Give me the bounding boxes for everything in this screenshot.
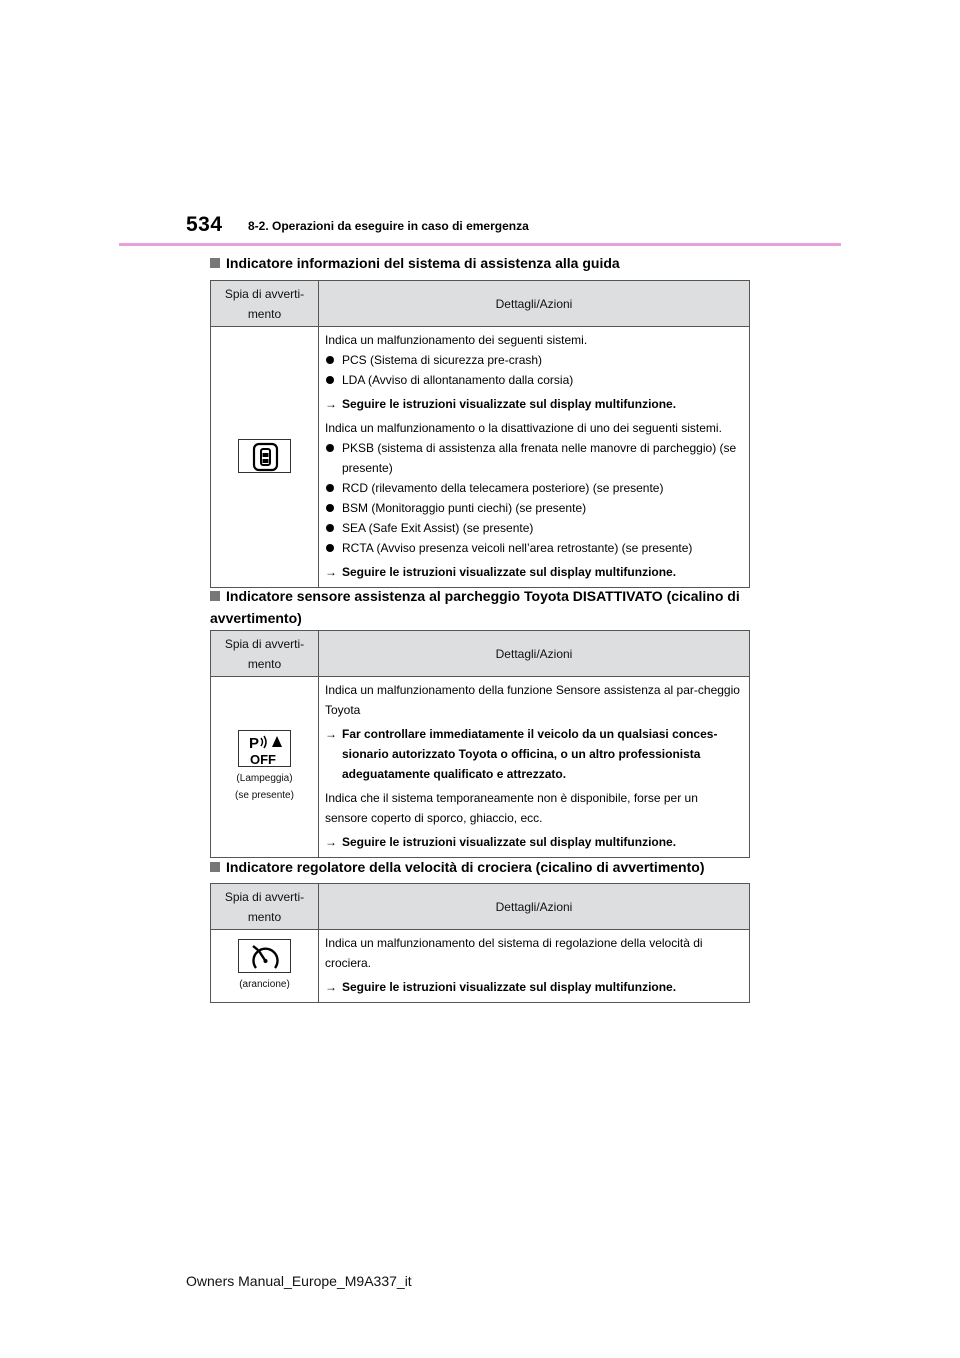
list-item: RCD (rilevamento della telecamera posteriore) (se presente): [325, 478, 743, 498]
details-paragraph: Indica un malfunzionamento del sistema di regolazione della velocità di crociera.: [325, 936, 703, 970]
warning-table-parking-sensor: [210, 630, 750, 858]
arrow-icon: →: [325, 727, 337, 741]
square-bullet-icon: [210, 258, 220, 268]
details-paragraph: Indica che il sistema temporaneamente non è disponibile, forse per un sensore coperto di sporco, ghiaccio, ecc.: [325, 791, 698, 825]
list-item: LDA (Avviso di allontanamento dalla corsia): [325, 370, 743, 390]
lamp-note: (arancione): [239, 979, 290, 990]
section-heading-parking-sensor: Indicatore sensore assistenza al parcheggio Toyota DISATTIVATO (cicalino di avvertimento): [210, 588, 740, 626]
column-header-lamp: Spia di avverti- mento: [211, 631, 319, 677]
lamp-note: (Lampeggia): [236, 773, 293, 784]
action-instruction: → Far controllare immediatamente il veicolo da un qualsiasi conces-sionario autorizzato Toyota o officina, o un altro professionista adeguatamente qualificato e attrezzato.: [325, 724, 743, 784]
action-instruction: → Seguire le istruzioni visualizzate sul display multifunzione.: [325, 832, 743, 852]
list-item: BSM (Monitoraggio punti ciechi) (se presente): [325, 498, 743, 518]
driving-assist-info-icon: [238, 439, 291, 473]
arrow-icon: →: [325, 835, 337, 849]
list-item: PKSB (sistema di assistenza alla frenata nelle manovre di parcheggio) (se presente): [325, 438, 743, 478]
warning-table-driving-assist: [210, 280, 750, 588]
list-item: RCTA (Avviso presenza veicoli nell’area retrostante) (se presente): [325, 538, 743, 558]
parking-sensor-off-icon: [238, 730, 291, 767]
footer-document-id: Owners Manual_Europe_M9A337_it: [186, 1273, 412, 1289]
column-header-lamp: Spia di avverti- mento: [211, 884, 319, 930]
list-item: SEA (Safe Exit Assist) (se presente): [325, 518, 743, 538]
square-bullet-icon: [210, 591, 220, 601]
details-paragraph: Indica un malfunzionamento della funzione Sensore assistenza al par-cheggio Toyota: [325, 683, 740, 717]
warning-table-cruise-control: [210, 883, 750, 1003]
cruise-control-icon: [238, 939, 291, 973]
arrow-icon: →: [325, 565, 337, 579]
details-paragraph: Indica un malfunzionamento dei seguenti sistemi.: [325, 333, 588, 347]
square-bullet-icon: [210, 862, 220, 872]
section-heading-driving-assist: Indicatore informazioni del sistema di assistenza alla guida: [210, 252, 755, 274]
lamp-cell: [211, 930, 319, 1003]
column-header-lamp: Spia di avverti- mento: [211, 281, 319, 327]
details-cell: [319, 677, 750, 858]
arrow-icon: →: [325, 980, 337, 994]
header-rule: [119, 243, 841, 246]
page-number: 534: [186, 213, 223, 236]
svg-text:OFF: OFF: [250, 752, 276, 767]
details-cell: [319, 327, 750, 588]
column-header-details: Dettagli/Azioni: [319, 884, 750, 930]
action-instruction: → Seguire le istruzioni visualizzate sul display multifunzione.: [325, 562, 743, 582]
chapter-title: 8-2. Operazioni da eseguire in caso di emergenza: [248, 219, 529, 233]
lamp-note: (se presente): [235, 790, 294, 801]
column-header-details: Dettagli/Azioni: [319, 281, 750, 327]
arrow-icon: →: [325, 397, 337, 411]
lamp-cell: [211, 327, 319, 588]
action-instruction: → Seguire le istruzioni visualizzate sul display multifunzione.: [325, 977, 743, 997]
list-item: PCS (Sistema di sicurezza pre-crash): [325, 350, 743, 370]
details-paragraph: Indica un malfunzionamento o la disattivazione di uno dei seguenti sistemi.: [325, 421, 722, 435]
details-cell: [319, 930, 750, 1003]
section-heading-cruise-control: Indicatore regolatore della velocità di crociera (cicalino di avvertimento): [210, 856, 755, 878]
column-header-details: Dettagli/Azioni: [319, 631, 750, 677]
lamp-cell: [211, 677, 319, 858]
action-instruction: → Seguire le istruzioni visualizzate sul display multifunzione.: [325, 394, 743, 414]
svg-text:P: P: [249, 735, 260, 752]
